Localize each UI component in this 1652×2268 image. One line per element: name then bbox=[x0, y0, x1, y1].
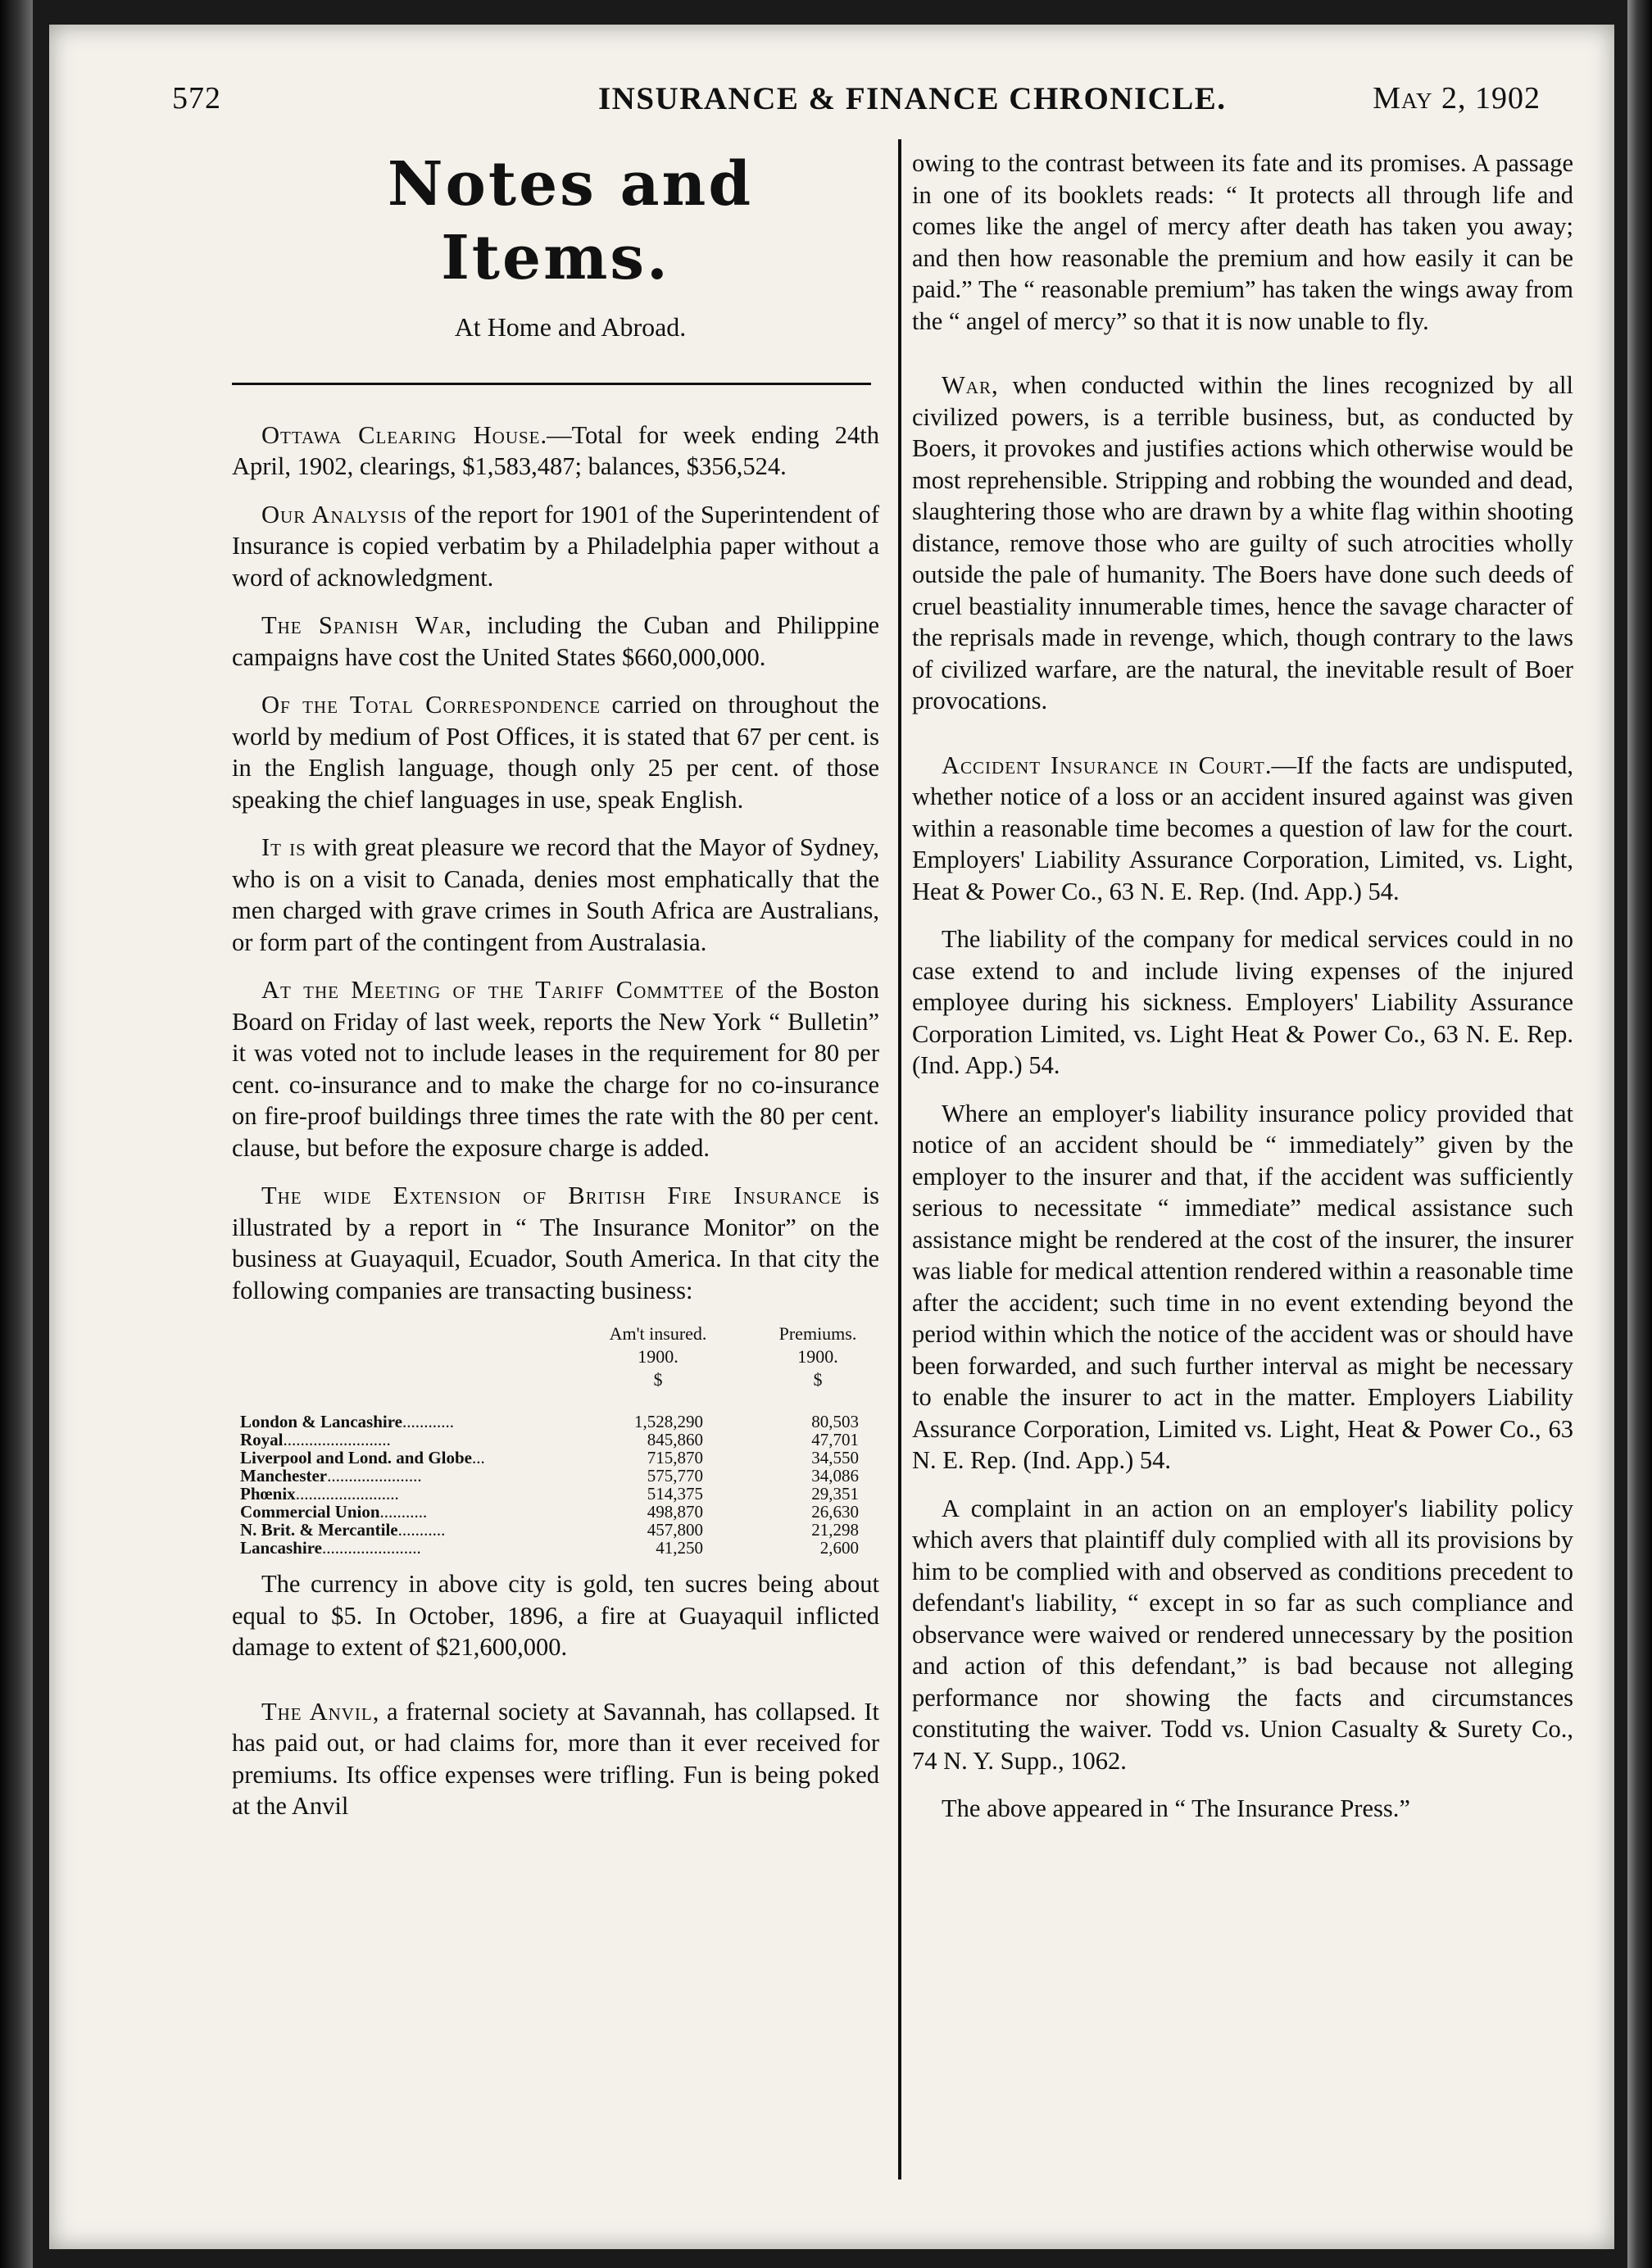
table-row bbox=[232, 1467, 879, 1485]
running-header bbox=[172, 64, 1565, 121]
item-lead: The Anvil bbox=[261, 1697, 373, 1726]
item-text: .—If the facts are undisputed, whether notice of a loss or an accident insured against was given within a reasonable time becomes a question of law for the court. Employers' Liability Assurance Corporation, Limited, vs. Light, Heat & Power Co., 63 N. E. Rep. (Ind. App.) 54. bbox=[912, 751, 1573, 905]
table-body bbox=[232, 1413, 879, 1557]
item-tariff-committee bbox=[232, 974, 879, 1163]
item-lead: The wide Extension of British Fire Insurance bbox=[261, 1182, 842, 1209]
item-lead: Ottawa Clearing House bbox=[261, 420, 541, 449]
item-mayor-sydney bbox=[232, 832, 879, 958]
item-text: of the report for 1901 of the Superintendent of Insurance is copied verbatim by a Philadelphia paper without a word of acknowledgment. bbox=[232, 500, 879, 592]
amount-insured: 41,250 bbox=[656, 1538, 703, 1558]
leader-dots: ....................... bbox=[321, 1539, 421, 1557]
company-cell bbox=[240, 1485, 592, 1503]
table-row bbox=[232, 1521, 879, 1539]
table-row bbox=[232, 1449, 879, 1467]
item-british-fire bbox=[232, 1180, 879, 1306]
leader-dots: ........................ bbox=[295, 1485, 399, 1503]
header-line: 1900. bbox=[638, 1346, 678, 1367]
premium: 34,550 bbox=[811, 1448, 859, 1467]
table-row bbox=[232, 1485, 879, 1503]
table-row bbox=[232, 1413, 879, 1431]
item-text: , when conducted within the lines recognized by all civilized powers, is a terrible business, but, as conducted by Boers, it provokes and justifies actions which otherwise would be most reprehensible. Stripping and robbing the wounded and dead, slaughtering those who are drawn by a white flag within shooting distance, remove those who are guilty of such atrocities wholly outside the pale of humanity. The Boers have done such deeds of cruel beastiality innumerable times, hence the savage character of the reprisals made in revenge, which, though contrary to the laws of civilized warfare, are the natural, the inevitable result of Boer provocations. bbox=[912, 371, 1573, 714]
leader-dots: ............ bbox=[402, 1413, 454, 1431]
company-name: Phœnix bbox=[240, 1485, 296, 1503]
page-edge-left bbox=[0, 0, 33, 2268]
item-currency: The currency in above city is gold, ten sucres being about equal to $5. In October, 1896, a fire at Guayaquil inflicted damage to extent of $21,600,000. bbox=[232, 1570, 879, 1661]
item-text: , a fraternal society at Savannah, has collapsed. It has paid out, or had claims for, more than it ever received for premiums. Its office expenses were trifling. Fun is being poked at the Anvil bbox=[232, 1697, 879, 1820]
company-cell bbox=[240, 1539, 592, 1557]
item-lead: War bbox=[942, 371, 992, 399]
item-lead: It is bbox=[261, 833, 306, 861]
premium: 21,298 bbox=[811, 1520, 859, 1540]
header-line: Premiums. bbox=[778, 1323, 857, 1344]
item-text: carried on throughout the world by medium of Post Offices, it is stated that 67 per cent. is in the English language, though only 25 per cent. of those speaking the chief languages in use, speak English. bbox=[232, 691, 879, 814]
company-name: Commercial Union bbox=[240, 1503, 380, 1521]
table-row bbox=[232, 1539, 879, 1557]
item-complaint: A complaint in an action on an employer's liability policy which avers that plaintiff duly complied with all its provisions by him to be complied with and observed as conditions precedent to defendant's liability, “ except in so far as such compliance and observance were waived or rendered unnecessary by the position and action of this defendant,” is bad because not alleging performance nor showing the facts and circumstances constituting the waiver. Todd vs. Union Casualty & Surety Co., 74 N. Y. Supp., 1062. bbox=[912, 1494, 1573, 1775]
header-line: $ bbox=[813, 1369, 823, 1390]
right-column bbox=[912, 147, 1573, 1841]
premium: 34,086 bbox=[811, 1466, 859, 1486]
item-medical-services: The liability of the company for medical services could in no case extend to and include living expenses of the injured employee during his sickness. Employers' Liability Assurance Corporation Limited, vs. Light Heat & Power Co., 63 N. E. Rep. (Ind. App.) 54. bbox=[912, 925, 1573, 1079]
amount-insured: 457,800 bbox=[647, 1520, 703, 1540]
leader-dots: ... bbox=[472, 1449, 485, 1467]
item-text: is illustrated by a report in “ The Insurance Monitor” on the business at Guayaquil, Ecuador, South America. In that city the following companies are transacting business: bbox=[232, 1182, 879, 1304]
section-rule bbox=[232, 383, 871, 385]
item-lead: Our Analysis bbox=[261, 500, 408, 528]
company-name: Royal bbox=[240, 1431, 284, 1449]
section-subtitle: At Home and Abroad. bbox=[454, 312, 687, 342]
header-line: Am't insured. bbox=[609, 1323, 707, 1344]
company-cell bbox=[240, 1431, 592, 1449]
item-employer-notice: Where an employer's liability insurance policy provided that notice of an accident should be “ immediately” given by the employer to the insurer and that, if the accident was sufficiently serious to necessitate “ immediate” medical assistance such assistance might be rendered at the cost of the insurer, the insurer was liable for medical attention rendered within a reasonable time after the accident; such time in no event extending beyond the period within which the notice of the accident was or should have been forwarded, and such further interval as might be necessary to enable the insurer to act in the matter. Employers Liability Assurance Corporation, Limited vs. Light, Heat & Power Co., 63 N. E. Rep. (Ind. App.) 54. bbox=[912, 1099, 1573, 1474]
page-edge-right bbox=[1627, 0, 1652, 2268]
leader-dots: ........... bbox=[397, 1521, 446, 1539]
item-spanish-war bbox=[232, 610, 879, 673]
column-divider bbox=[898, 139, 901, 2180]
section-title: Notes and Items. bbox=[387, 149, 754, 293]
companies-table bbox=[232, 1322, 879, 1557]
company-name: Manchester bbox=[240, 1467, 328, 1485]
item-lead: At the Meeting of the Tariff Commttee bbox=[261, 976, 724, 1004]
amount-insured: 575,770 bbox=[647, 1466, 703, 1486]
company-name: London & Lancashire bbox=[240, 1413, 402, 1431]
item-anvil bbox=[232, 1696, 879, 1822]
company-cell bbox=[240, 1449, 592, 1467]
item-ottawa-clearing bbox=[232, 420, 879, 483]
amount-insured: 1,528,290 bbox=[634, 1412, 703, 1431]
item-text: .—Total for week ending 24th April, 1902, clearings, $1,583,487; balances, $356,524. bbox=[232, 420, 879, 480]
amount-insured: 715,870 bbox=[647, 1448, 703, 1467]
company-cell bbox=[240, 1413, 592, 1431]
company-name: Lancashire bbox=[240, 1539, 322, 1557]
item-lead: Accident Insurance in Court bbox=[942, 751, 1265, 779]
item-lead: Of the Total Correspondence bbox=[261, 691, 601, 719]
amount-insured: 514,375 bbox=[647, 1484, 703, 1504]
item-text: , including the Cuban and Philippine campaigns have cost the United States $660,000,000. bbox=[232, 611, 879, 671]
premium: 29,351 bbox=[811, 1484, 859, 1504]
company-cell bbox=[240, 1521, 592, 1539]
amount-insured: 498,870 bbox=[647, 1502, 703, 1522]
company-cell bbox=[240, 1467, 592, 1485]
header-line: 1900. bbox=[797, 1346, 838, 1367]
item-our-analysis bbox=[232, 499, 879, 594]
item-lead: The Spanish War bbox=[261, 611, 465, 639]
amount-insured: 845,860 bbox=[647, 1430, 703, 1449]
table-row bbox=[232, 1431, 879, 1449]
table-row bbox=[232, 1503, 879, 1521]
issue-date: May 2, 1902 bbox=[1373, 81, 1541, 116]
page-number: 572 bbox=[172, 81, 221, 116]
amount-insured-header bbox=[601, 1322, 715, 1391]
company-name: N. Brit. & Mercantile bbox=[240, 1521, 398, 1539]
left-column bbox=[232, 147, 879, 1839]
table-header bbox=[232, 1322, 879, 1413]
leader-dots: ...................... bbox=[327, 1467, 422, 1485]
premium: 26,630 bbox=[811, 1502, 859, 1522]
leader-dots: ........... bbox=[379, 1503, 428, 1521]
premium: 47,701 bbox=[811, 1430, 859, 1449]
leader-dots: ......................... bbox=[283, 1431, 391, 1449]
item-total-correspondence bbox=[232, 689, 879, 815]
item-text: with great pleasure we record that the Mayor of Sydney, who is on a visit to Canada, denies most emphatically that the men charged with grave crimes in South Africa are Australians, or form part of the contingent from Australasia. bbox=[232, 833, 879, 956]
item-accident-insurance bbox=[912, 750, 1573, 908]
company-name: Liverpool and Lond. and Globe bbox=[240, 1449, 472, 1467]
journal-title: INSURANCE & FINANCE CHRONICLE. bbox=[598, 81, 1227, 116]
premiums-header bbox=[756, 1322, 879, 1391]
item-insurance-press: The above appeared in “ The Insurance Press.” bbox=[942, 1794, 1410, 1822]
header-line: $ bbox=[653, 1369, 663, 1390]
company-cell bbox=[240, 1503, 592, 1521]
item-war bbox=[912, 370, 1573, 717]
premium: 80,503 bbox=[811, 1412, 859, 1431]
premium: 2,600 bbox=[819, 1538, 859, 1558]
item-text: of the Boston Board on Friday of last week, reports the New York “ Bulletin” it was voted not to include leases in the requirement for 80 per cent. co-insurance and to make the charge for no co-insurance on fire-proof buildings three times the rate with the 80 per cent. clause, but before the exposure charge is added. bbox=[232, 976, 879, 1162]
item-anvil-continued: owing to the contrast between its fate and its promises. A passage in one of its booklets reads: “ It protects all through life and comes like the angel of mercy after death has taken you away; and then how reasonable the premium and how easily it can be paid.” The “ reasonable premium” has taken the wings away from the “ angel of mercy” so that it is now unable to fly. bbox=[912, 149, 1573, 335]
